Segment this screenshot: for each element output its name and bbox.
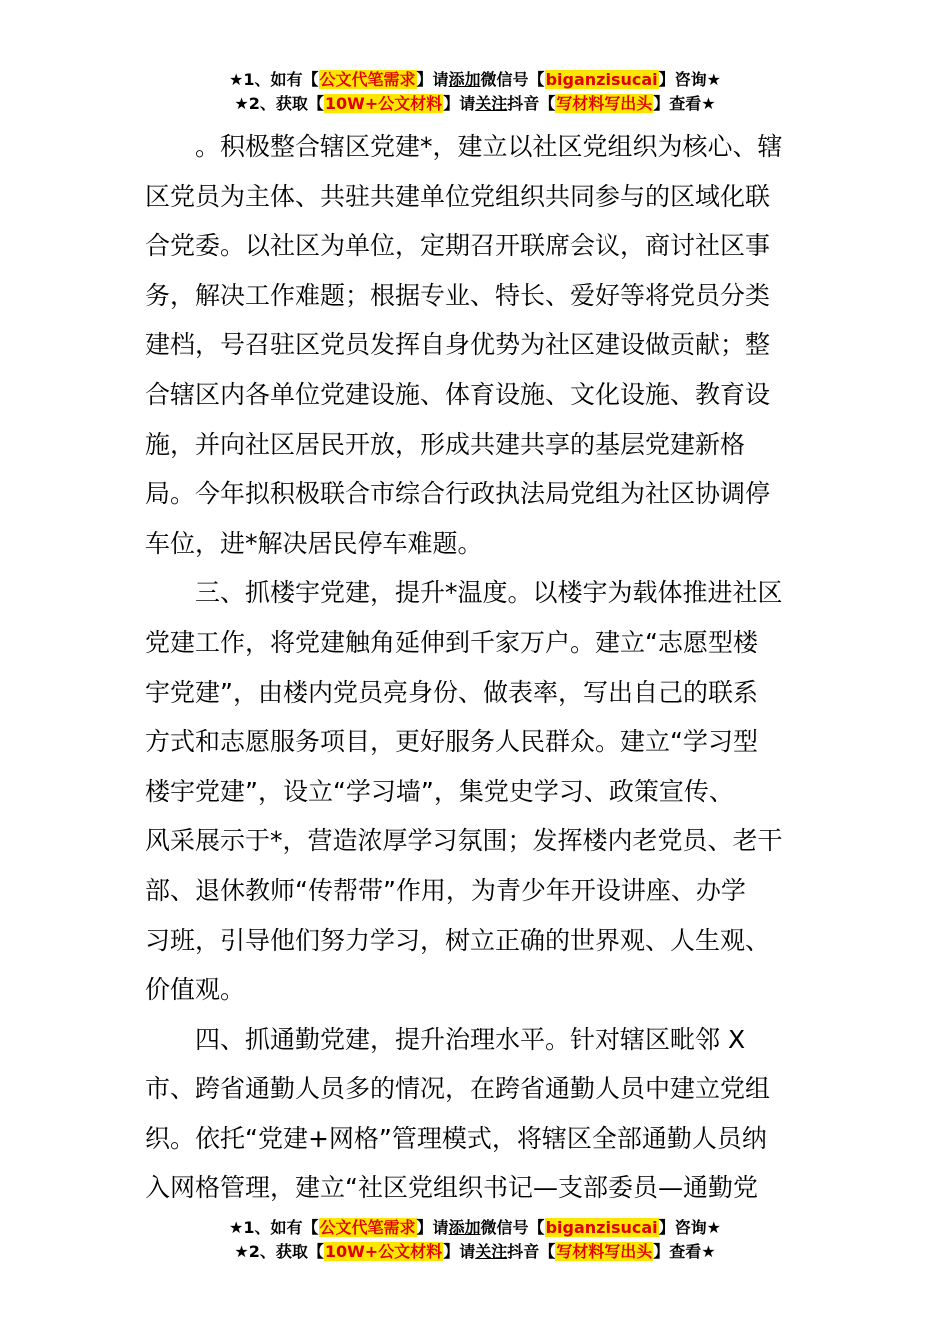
banner-text: ★1、如有【 <box>229 70 319 89</box>
banner-text: 】咨询★ <box>658 70 721 89</box>
banner-line-1 <box>0 1216 950 1240</box>
body-line: 织。依托“党建+网格”管理模式，将辖区全部通勤人员纳 <box>145 1123 767 1153</box>
banner-highlight: 10W+公文材料 <box>324 94 443 113</box>
banner-underline: 关注 <box>475 1242 508 1261</box>
paragraph-2 <box>145 568 810 1014</box>
body-line: 建档，号召驻区党员发挥自身优势为社区建设做贡献；整 <box>145 330 771 360</box>
banner-highlight: biganzisucai <box>545 1218 658 1237</box>
banner-text: 】查看★ <box>653 1242 716 1261</box>
body-line: 务，解决工作难题；根据专业、特长、爱好等将党员分类 <box>145 280 771 310</box>
banner-line-2 <box>0 1240 950 1264</box>
banner-text: 】查看★ <box>653 94 716 113</box>
banner-highlight: 写材料写出头 <box>556 1242 653 1261</box>
body-line: 合辖区内各单位党建设施、体育设施、文化设施、教育设 <box>145 379 771 409</box>
banner-underline: 添加 <box>448 1218 481 1237</box>
banner-line-2 <box>0 92 950 116</box>
body-line: 宇党建”，由楼内党员亮身份、做表率，写出自己的联系 <box>145 677 758 707</box>
body-line: 车位，进*解决居民停车难题。 <box>145 528 483 558</box>
body-line: 区党员为主体、共驻共建单位党组织共同参与的区域化联 <box>145 181 771 211</box>
footer-banner <box>0 1216 950 1264</box>
banner-text: 微信号【 <box>480 70 545 89</box>
body-line: 风采展示于*，营造浓厚学习氛围；发挥楼内老党员、老干 <box>145 826 783 856</box>
body-line: 价值观。 <box>145 975 246 1005</box>
banner-text: ★2、获取【 <box>234 1242 324 1261</box>
paragraph-1 <box>145 122 810 568</box>
banner-text: 抖音【 <box>507 94 556 113</box>
body-line: 党建工作，将党建触角延伸到千家万户。建立“志愿型楼 <box>145 627 758 657</box>
banner-highlight: 公文代笔需求 <box>319 70 416 89</box>
body-line: 习班，引导他们努力学习，树立正确的世界观、人生观、 <box>145 925 771 955</box>
body-line: 局。今年拟积极联合市综合行政执法局党组为社区协调停 <box>145 479 771 509</box>
banner-highlight: 写材料写出头 <box>556 94 653 113</box>
banner-text: 】咨询★ <box>658 1218 721 1237</box>
banner-underline: 关注 <box>475 94 508 113</box>
body-line: 合党委。以社区为单位，定期召开联席会议，商讨社区事 <box>145 231 771 261</box>
banner-text: 】请 <box>443 94 476 113</box>
body-line: 方式和志愿服务项目，更好服务人民群众。建立“学习型 <box>145 727 758 757</box>
banner-highlight: biganzisucai <box>545 70 658 89</box>
banner-text: 微信号【 <box>480 1218 545 1237</box>
body-line: 部、退休教师“传帮带”作用，为青少年开设讲座、办学 <box>145 875 746 905</box>
paragraph-3 <box>145 1015 810 1213</box>
banner-line-1 <box>0 68 950 92</box>
body-line: 市、跨省通勤人员多的情况，在跨省通勤人员中建立党组 <box>145 1074 771 1104</box>
body-line: 入网格管理，建立“社区党组织书记—支部委员—通勤党 <box>145 1173 758 1203</box>
banner-text: 】请 <box>443 1242 476 1261</box>
body-line: 四、抓通勤党建，提升治理水平。针对辖区毗邻 X <box>195 1024 746 1054</box>
banner-text: 】请 <box>416 1218 449 1237</box>
body-line: 三、抓楼宇党建，提升*温度。以楼宇为载体推进社区 <box>195 578 783 608</box>
body-line: 施，并向社区居民开放，形成共建共享的基层党建新格 <box>145 429 746 459</box>
document-body <box>145 122 810 1213</box>
banner-underline: 添加 <box>448 70 481 89</box>
banner-highlight: 10W+公文材料 <box>324 1242 443 1261</box>
banner-text: ★1、如有【 <box>229 1218 319 1237</box>
banner-text: 抖音【 <box>507 1242 556 1261</box>
banner-text: ★2、获取【 <box>234 94 324 113</box>
banner-highlight: 公文代笔需求 <box>319 1218 416 1237</box>
body-line: 。积极整合辖区党建*，建立以社区党组织为核心、辖 <box>195 132 783 161</box>
body-line: 楼宇党建”，设立“学习墙”，集党史学习、政策宣传、 <box>145 776 734 806</box>
banner-text: 】请 <box>416 70 449 89</box>
header-banner <box>0 68 950 116</box>
